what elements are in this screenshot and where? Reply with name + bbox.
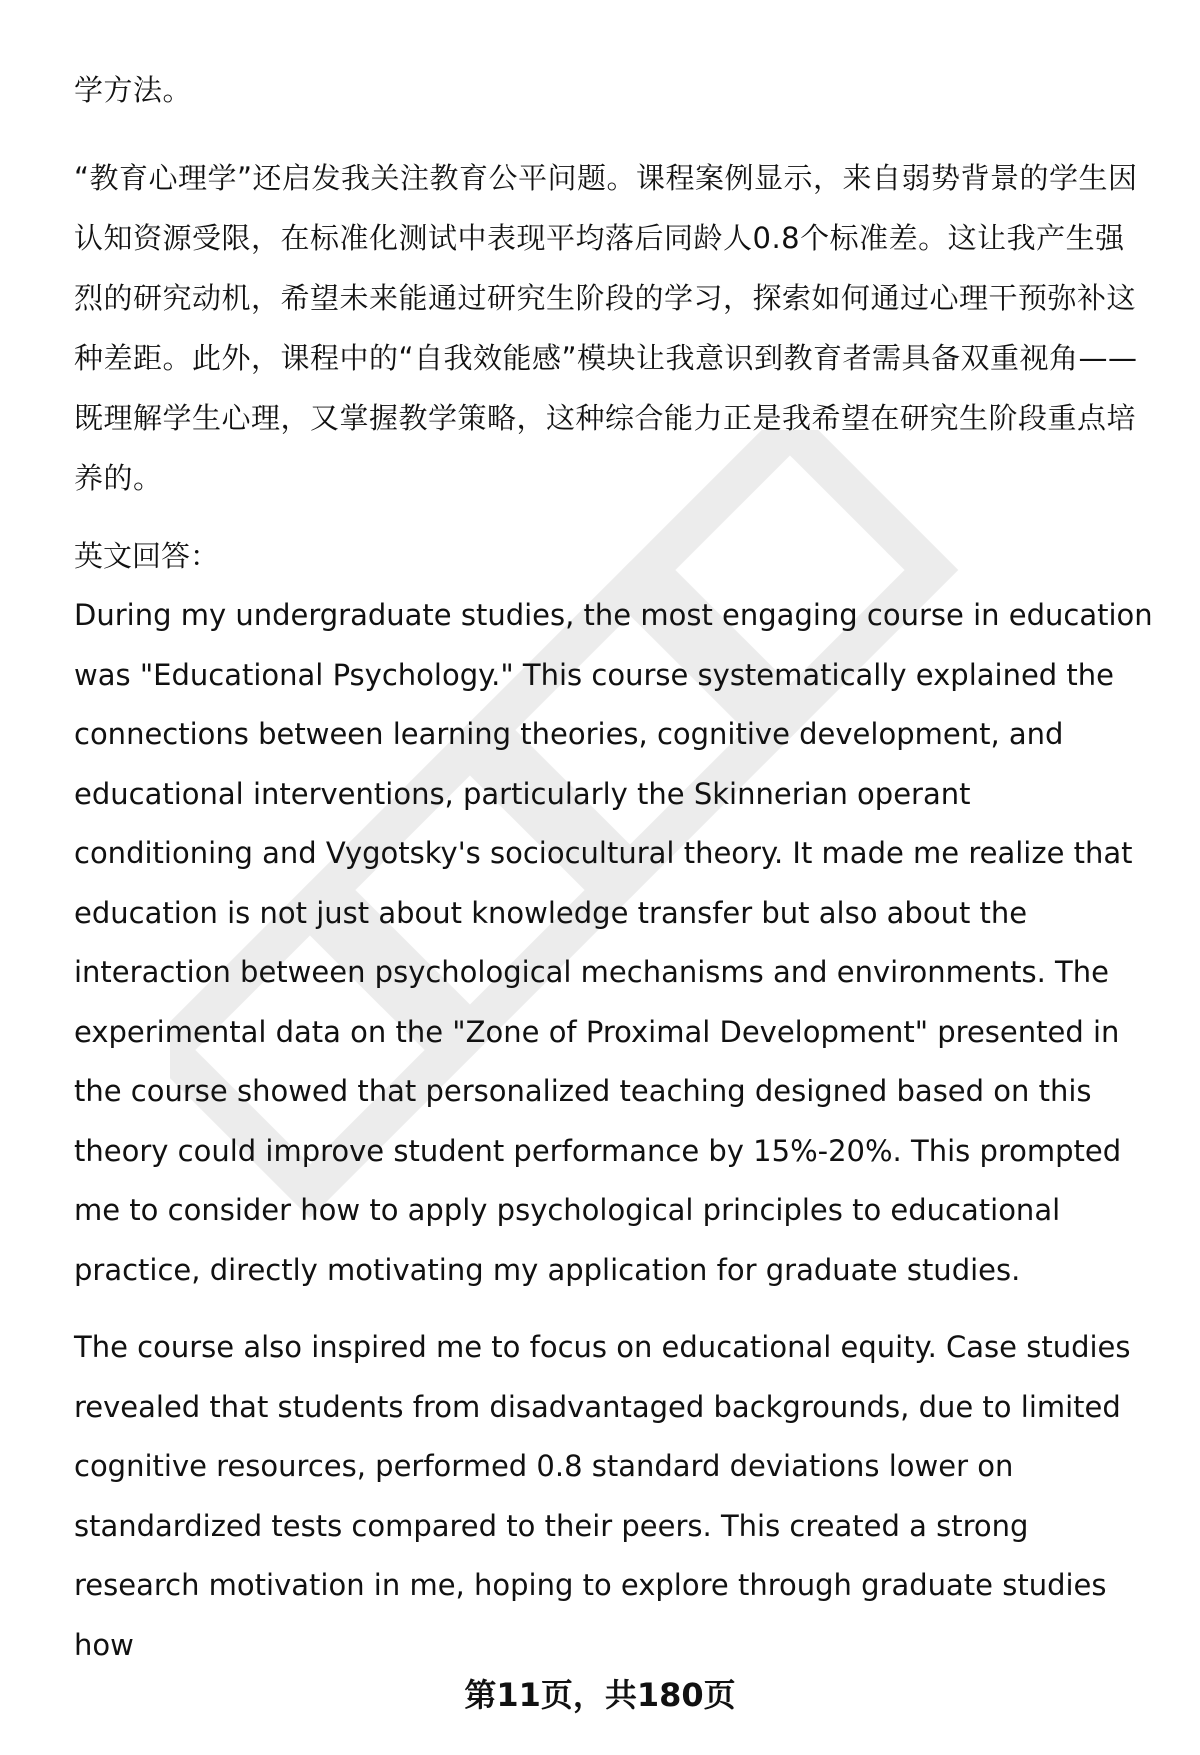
page-indicator: 第11页，共180页 (464, 1676, 736, 1714)
document-body (74, 60, 1154, 1675)
paragraph-zh-fragment: 学方法。 (74, 73, 193, 107)
paragraph-en-1: During my undergraduate studies, the most engaging course in education was "Educational Psychology." This course systematically explained the connections between learning theories, cognitive development, and educational interventions, particularly the Skinnerian operant conditioning and Vygotsky's sociocultural theory. It made me realize that education is not just about knowledge transfer but also about the interaction between psychological mechanisms and environments. The experimental data on the "Zone of Proximal Development" presented in the course showed that personalized teaching designed based on this theory could improve student performance by 15%-20%. This prompted me to consider how to apply psychological principles to educational practice, directly motivating my application for graduate studies. (74, 598, 1153, 1287)
paragraph-zh-2: “教育心理学”还启发我关注教育公平问题。课程案例显示，来自弱势背景的学生因认知资源受限，在标准化测试中表现平均落后同龄人0.8个标准差。这让我产生强烈的研究动机，希望未来能通过研究生阶段的学习，探索如何通过心理干预弥补这种差距。此外，课程中的“自我效能感”模块让我意识到教育者需具备双重视角——既理解学生心理，又掌握教学策略，这种综合能力正是我希望在研究生阶段重点培养的。 (74, 161, 1138, 495)
english-answer-label: 英文回答： (74, 539, 220, 573)
paragraph-en-2: The course also inspired me to focus on educational equity. Case studies revealed that students from disadvantaged backgrounds, due to limited cognitive resources, performed 0.8 standard deviations lower on standardized tests compared to their peers. This created a strong research motivation in me, hoping to explore through graduate studies how (74, 1330, 1131, 1662)
